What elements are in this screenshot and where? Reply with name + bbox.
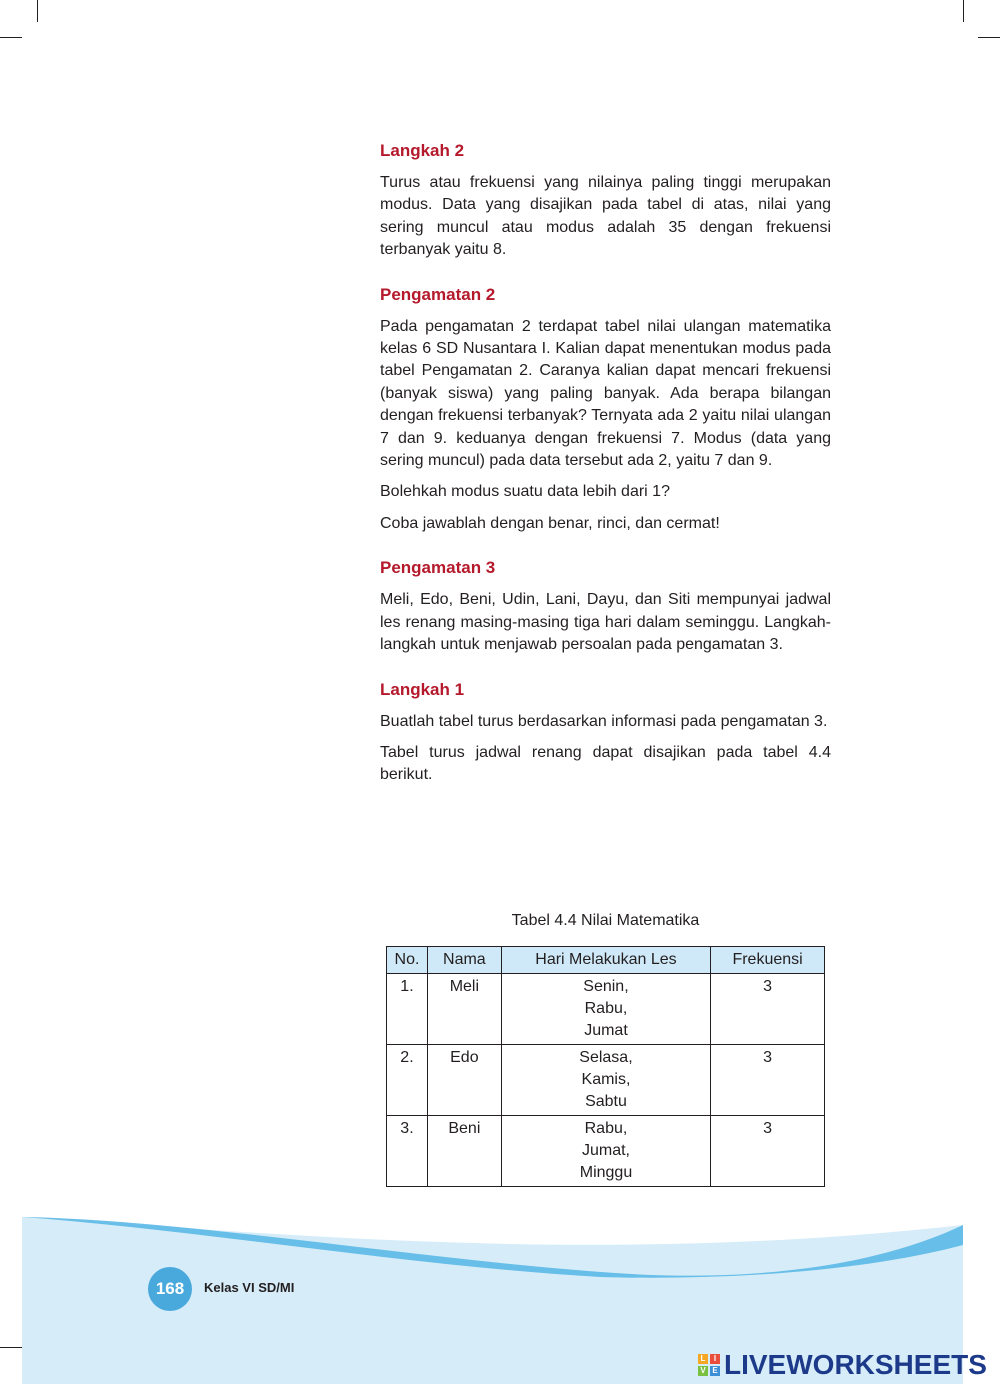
table-header-row bbox=[387, 947, 825, 974]
page-number-badge: 168 bbox=[148, 1267, 192, 1311]
table-caption: Tabel 4.4 Nilai Matematika bbox=[511, 912, 700, 929]
book-label: Kelas VI SD/MI bbox=[204, 1280, 295, 1295]
paragraph: Bolehkah modus suatu data lebih dari 1? bbox=[380, 483, 670, 501]
cell-hari bbox=[501, 1045, 710, 1116]
paragraph: Tabel turus jadwal renang dapat disajikan pada tabel 4.4 berikut. bbox=[380, 743, 831, 784]
cell-nama: Edo bbox=[427, 1045, 501, 1116]
section-heading: Pengamatan 3 bbox=[380, 558, 496, 578]
cell-no: 2. bbox=[387, 1045, 428, 1116]
crop-mark bbox=[963, 0, 964, 22]
schedule-table bbox=[386, 946, 825, 1187]
paragraph: Coba jawablah dengan benar, rinci, dan cermat! bbox=[380, 514, 720, 532]
cell-frekuensi: 3 bbox=[711, 1116, 825, 1187]
paragraph: Meli, Edo, Beni, Udin, Lani, Dayu, dan Siti mempunyai jadwal les renang masing-masing tiga hari dalam seminggu. Langkah-langkah untuk menjawab persoalan pada pengamatan 3. bbox=[380, 591, 831, 654]
section-pengamatan-3 bbox=[380, 557, 831, 656]
section-langkah-1 bbox=[380, 679, 831, 787]
liveworksheets-icon: L I V E bbox=[698, 1354, 720, 1376]
column-header-frekuensi: Frekuensi bbox=[711, 947, 825, 974]
day-line: Rabu, bbox=[584, 1120, 628, 1137]
paragraph: Buatlah tabel turus berdasarkan informasi pada pengamatan 3. bbox=[380, 712, 828, 730]
column-header-nama: Nama bbox=[427, 947, 501, 974]
section-heading: Langkah 2 bbox=[380, 141, 465, 160]
cell-no: 1. bbox=[387, 974, 428, 1045]
table-row bbox=[387, 1045, 825, 1116]
section-pengamatan-2 bbox=[380, 284, 831, 536]
liveworksheets-logo bbox=[698, 1349, 987, 1381]
day-line: Minggu bbox=[579, 1164, 633, 1181]
cell-frekuensi: 3 bbox=[711, 974, 825, 1045]
section-heading: Pengamatan 2 bbox=[380, 284, 496, 304]
day-line: Sabtu bbox=[585, 1093, 627, 1110]
page-content bbox=[380, 140, 831, 809]
table-row bbox=[387, 1116, 825, 1187]
day-line: Selasa, bbox=[579, 1049, 633, 1066]
cell-no: 3. bbox=[387, 1116, 428, 1187]
section-heading: Langkah 1 bbox=[380, 679, 465, 699]
day-line: Jumat, bbox=[581, 1142, 630, 1159]
column-header-no: No. bbox=[387, 947, 428, 974]
cell-hari bbox=[501, 974, 710, 1045]
table-row bbox=[387, 974, 825, 1045]
crop-mark bbox=[37, 0, 38, 22]
crop-mark bbox=[0, 37, 22, 38]
column-header-hari: Hari Melakukan Les bbox=[501, 947, 710, 974]
paragraph: Pada pengamatan 2 terdapat tabel nilai ulangan matematika kelas 6 SD Nusantara I. Kalian dapat menentukan modus pada tabel Pengamatan 2. Caranya kalian dapat mencari frekuensi (banyak siswa) yang paling banyak. Ada berapa bilangan dengan frekuensi terbanyak? Ternyata ada 2 yaitu nilai ulangan 7 dan 9. keduanya dengan frekuensi 7. Modus (data yang sering muncul) pada data tersebut ada 2, yaitu 7 dan 9. bbox=[380, 317, 831, 470]
paragraph: Turus atau frekuensi yang nilainya paling tinggi merupakan modus. Data yang disajikan pada tabel di atas, nilai yang sering muncul atau modus adalah 35 dengan frekuensi terbanyak yaitu 8. bbox=[380, 174, 831, 259]
day-line: Kamis, bbox=[581, 1071, 631, 1088]
day-line: Rabu, bbox=[584, 1000, 628, 1017]
day-line: Senin, bbox=[583, 978, 629, 995]
cell-nama: Meli bbox=[427, 974, 501, 1045]
day-line: Jumat bbox=[584, 1022, 628, 1039]
section-langkah-2 bbox=[380, 140, 831, 262]
cell-hari bbox=[501, 1116, 710, 1187]
cell-nama: Beni bbox=[427, 1116, 501, 1187]
watermark-text: LIVEWORKSHEETS bbox=[724, 1349, 987, 1380]
cell-frekuensi: 3 bbox=[711, 1045, 825, 1116]
crop-mark bbox=[978, 37, 1000, 38]
